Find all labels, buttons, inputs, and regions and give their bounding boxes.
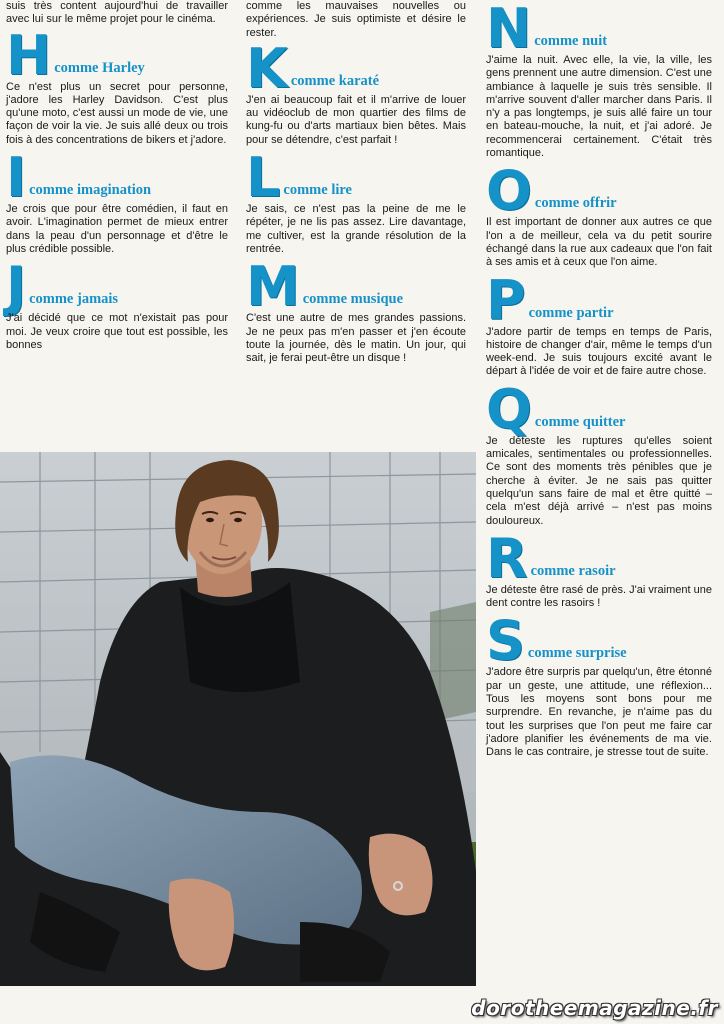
entry-heading: comme lire <box>283 182 352 199</box>
entry-heading: comme imagination <box>29 182 152 199</box>
entry-heading: comme musique <box>302 291 404 308</box>
entry-heading: comme surprise <box>527 645 627 662</box>
drop-letter: N <box>486 0 532 60</box>
entry-i <box>6 146 228 256</box>
entry-m <box>246 255 466 365</box>
entry-r <box>486 526 712 611</box>
column-2 <box>246 0 466 365</box>
entry-heading: comme offrir <box>534 195 617 212</box>
watermark: dorotheemagazine.fr <box>471 996 718 1020</box>
entry-q <box>486 377 712 528</box>
drop-letter: Q <box>486 377 532 441</box>
entry-l <box>246 146 466 256</box>
drop-letter: H <box>6 23 52 87</box>
portrait-photo <box>0 452 476 986</box>
entry-text: J'en ai beaucoup fait et il m'arrive de louer au vidéoclub de mon quartier des films de kung-fu ou d'arts martiaux bien bêtes. Mais pour se détendre, c'est parfait ! <box>246 93 466 146</box>
entry-text: Je crois que pour être comédien, il faut en avoir. L'imagination permet de mieux entrer dans la peau d'un personnage et d'être le plus crédible possible. <box>6 203 228 255</box>
entry-text: J'adore partir de temps en temps de Paris, histoire de changer d'air, même le temps d'un week-end. Je suis toujours excité avant le départ à l'idée de voir et de faire autre chose. <box>486 325 712 378</box>
entry-text: Ce n'est plus un secret pour personne, j'adore les Harley Davidson. C'est plus qu'une moto, c'est aussi un mode de vie, une façon de voir la vie. Je suis allé deux ou trois fois à des concentrations de bikers et j'adore. <box>6 80 228 146</box>
drop-letter: L <box>246 146 281 210</box>
column-3 <box>486 0 712 760</box>
drop-letter: O <box>486 159 532 223</box>
drop-letter: S <box>486 609 525 673</box>
entry-heading: comme nuit <box>534 33 608 49</box>
column-1 <box>6 0 228 352</box>
entry-heading: comme jamais <box>29 291 119 308</box>
intro-text-col2: comme les mauvaises nouvelles ou expériences. Je suis optimiste et désire le rester. <box>246 0 466 39</box>
entry-text: J'ai décidé que ce mot n'existait pas pour moi. Je veux croire que tout est possible, les bonnes <box>6 312 228 351</box>
entry-k <box>246 36 466 147</box>
entry-h <box>6 23 228 147</box>
entry-heading: comme Harley <box>54 59 145 76</box>
entry-heading: comme partir <box>528 304 614 321</box>
drop-letter: M <box>246 255 300 319</box>
entry-text: J'aime la nuit. Avec elle, la vie, la ville, les gens prennent une autre dimension. C'est une ambiance à laquelle je suis très sensible. Il m'arrive souvent d'aller marcher dans Paris. Il n'y a pas longtemps, je suis allé faire un tour en bateau-mouche, la nuit, et j'ai adoré. Je recommencerai certainement. C'était très romantique. <box>486 54 712 160</box>
entry-p <box>486 268 712 379</box>
entry-text: Je déteste être rasé de près. J'ai vraiment une dent contre les rasoirs ! <box>486 583 712 610</box>
entry-text: C'est une autre de mes grandes passions. Je ne peux pas m'en passer et j'en écoute toute la journée, dès le matin. Un jour, qui sait, je ferai peut-être un disque ! <box>246 312 466 365</box>
drop-letter: P <box>486 268 526 332</box>
entry-s <box>486 609 712 759</box>
entry-j <box>6 255 228 352</box>
entry-text: J'adore être surpris par quelqu'un, être étonné par un geste, une attitude, une réflexion... Tous les moyens sont bons pour me surprendre. En revanche, je n'aime pas du tout les surprises que l'on peut me faire car j'adore planifier les événements de ma vie. Dans le cas contraire, je stresse tout de suite. <box>486 666 712 759</box>
entry-heading: comme karaté <box>290 72 380 89</box>
drop-letter: K <box>246 36 288 100</box>
entry-text: Il est important de donner aux autres ce que l'on a de meilleur, cela va du petit sourire échangé dans la rue aux cadeaux que l'on fait à ses amis et à ceux que l'on aime. <box>486 216 712 269</box>
intro-text-col1: suis très content aujourd'hui de travailler avec lui sur le même projet pour le cinéma. <box>6 0 228 26</box>
entry-o <box>486 159 712 269</box>
drop-letter: J <box>6 255 27 319</box>
entry-heading: comme rasoir <box>530 562 616 579</box>
drop-letter: R <box>486 526 528 590</box>
entry-heading: comme quitter <box>534 413 626 430</box>
entry-text: Je déteste les ruptures qu'elles soient amicales, sentimentales ou professionnelles. Ce sont des moments très pénibles que je cherche à éviter. Je ne sais pas quitter quelqu'un sans faire de mal et être quitté – cela m'est déjà arrivé – n'est pas moins douloureux. <box>486 434 712 527</box>
drop-letter: I <box>6 146 27 210</box>
entry-n <box>486 0 712 160</box>
entry-text: Je sais, ce n'est pas la peine de me le répéter, je ne lis pas assez. Lire davantage, me cultiver, est la grande résolution de la rentrée. <box>246 203 466 255</box>
